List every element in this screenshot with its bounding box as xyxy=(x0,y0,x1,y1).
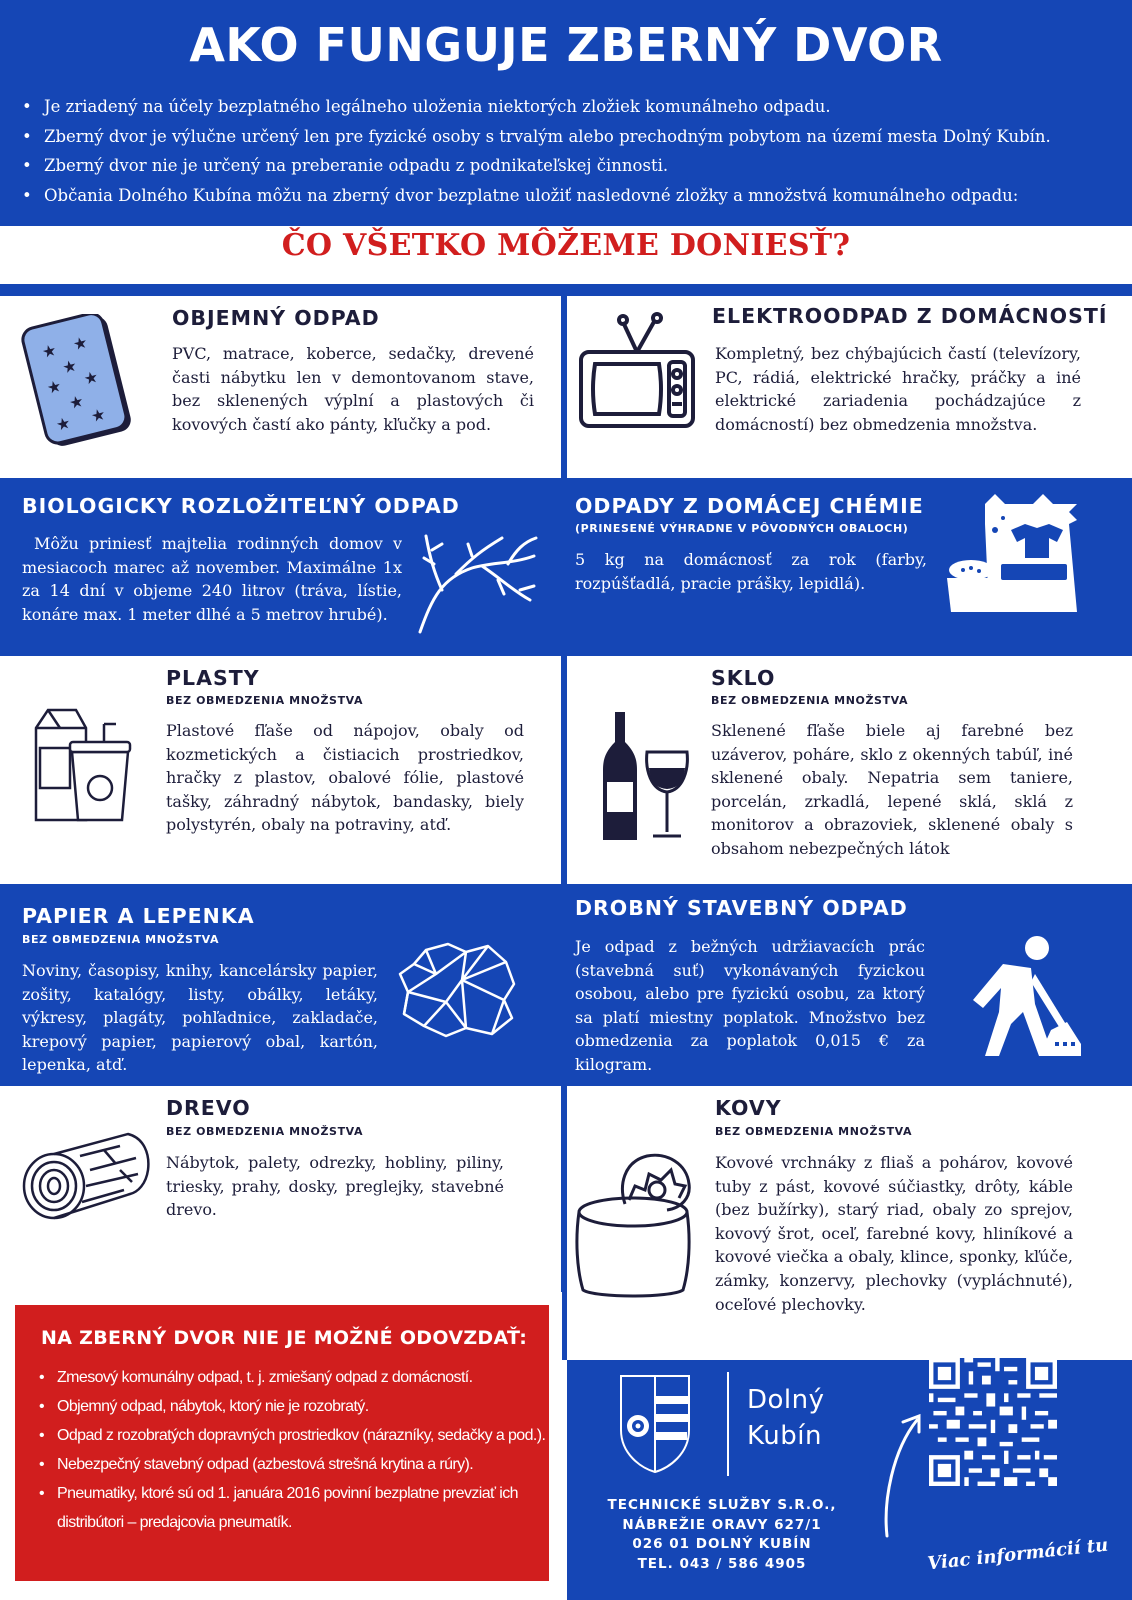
cell-subtitle: BEZ OBMEDZENIA MNOŽSTVA xyxy=(166,1125,364,1138)
svg-text:★: ★ xyxy=(60,355,79,378)
cell-text: Kovové vrchnáky z fliaš a pohárov, kovové tuby z pást, kovové súčiastky, drôty, káble (bez bužírky), starý riad, obaly zo sprejov, kovový šrot, oceľ, farebné kovy, hliníkové a kovové viečka a obaly, klince, sponky, kľúče, zámky, konzervy, plechovky (vypláchnuté), oceľové plechovky. xyxy=(715,1153,1073,1314)
footer xyxy=(567,1360,1132,1600)
cell-subtitle: BEZ OBMEDZENIA MNOŽSTVA xyxy=(166,694,364,707)
company-line: NÁBREŽIE ORAVY 627/1 xyxy=(622,1516,822,1533)
company-line: TECHNICKÉ SLUŽBY S.R.O., xyxy=(607,1497,837,1513)
cell-title: KOVY xyxy=(715,1096,782,1120)
cell-text: Môžu priniesť majtelia rodinných domov v mesiacoch marec až november. Maximálne 1x za 14 dní v objeme 240 litrov (tráva, lístie, konáre max. 1 meter dlhé a 5 metrov hrubé). xyxy=(22,534,402,624)
cell-text: PVC, matrace, koberce, sedačky, drevené časti nábytku len v demontovanom stave, bez sklenených výplní a plastových či kovových častí ako pánty, kľučky a pod. xyxy=(172,344,534,434)
cell-title: ELEKTROODPAD Z DOMÁCNOSTÍ xyxy=(712,304,1108,328)
cell-objemny-odpad xyxy=(0,296,561,478)
crumpled-paper-icon xyxy=(396,940,518,1040)
branch-icon xyxy=(412,528,542,636)
svg-text:★: ★ xyxy=(44,376,64,398)
intro-item: • Je zriadený na účely bezplatného legálneho uloženia niektorých zložiek komunálneho odpadu. xyxy=(20,92,1120,122)
svg-text:★: ★ xyxy=(81,366,101,389)
cell-papier xyxy=(0,884,561,1086)
detergent-icon xyxy=(945,494,1085,618)
forbidden-item: • Pneumatiky, ktoré sú od 1. januára 2016 povinní bezplatne prevziať ich distribútori – predajcovia pneumatík. xyxy=(39,1479,549,1537)
cell-subtitle: BEZ OBMEDZENIA MNOŽSTVA xyxy=(715,1125,913,1138)
cell-title: SKLO xyxy=(711,666,776,690)
cell-drevo xyxy=(0,1086,561,1266)
cell-title: PLASTY xyxy=(166,666,260,690)
company-line: TEL. 043 / 586 4905 xyxy=(637,1555,807,1572)
more-info-label: Viac informácií tu xyxy=(926,1534,1110,1575)
vertical-divider xyxy=(561,296,567,1360)
cell-title: DROBNÝ STAVEBNÝ ODPAD xyxy=(575,896,908,920)
cell-title: OBJEMNÝ ODPAD xyxy=(172,306,380,330)
cell-domaca-chemia xyxy=(567,478,1132,656)
divider xyxy=(0,284,1132,296)
cell-title: BIOLOGICKY ROZLOŽITEĽNÝ ODPAD xyxy=(22,494,460,518)
intro-list xyxy=(20,92,1120,210)
svg-text:★: ★ xyxy=(67,391,86,413)
forbidden-item: • Objemný odpad, nábytok, ktorý nie je rozobratý. xyxy=(39,1392,549,1421)
header xyxy=(0,0,1132,226)
qr-code-icon[interactable] xyxy=(929,1358,1057,1486)
company-address xyxy=(607,1496,837,1574)
footer-separator xyxy=(727,1372,729,1476)
forbidden-title: NA ZBERNÝ DVOR NIE JE MOŽNÉ ODOVZDAŤ: xyxy=(41,1327,528,1349)
cell-plasty xyxy=(0,656,561,884)
cell-kovy xyxy=(567,1086,1132,1334)
cell-text: 5 kg na domácnosť za rok (farby, rozpúšťadlá, pracie prášky, lepidlá). xyxy=(575,550,927,593)
svg-text:★: ★ xyxy=(71,332,90,355)
cell-text: Sklenené fľaše biele aj farebné bez uzáverov, poháre, sklo z okenných tabúľ, iné sklenené obaly. Nepatria sem taniere, porcelán, zrkadlá, lepené sklá, sklá z monitorov a obrazoviek, sklenené obaly s obsahom nebezpečných látok xyxy=(711,721,1073,858)
intro-item: • Občania Dolného Kubína môžu na zberný dvor bezplatne uložiť nasledovné zložky a množstvá komunálneho odpadu: xyxy=(20,181,1120,211)
city-line: Dolný xyxy=(747,1385,825,1415)
cell-stavebny-odpad xyxy=(567,884,1132,1086)
city-line: Kubín xyxy=(747,1421,822,1451)
forbidden-item: • Zmesový komunálny odpad, t. j. zmiešaný odpad z domácností. xyxy=(39,1363,549,1392)
cell-sklo xyxy=(567,656,1132,884)
worker-shovel-icon xyxy=(955,934,1085,1060)
log-icon xyxy=(20,1130,152,1222)
cell-bio-odpad xyxy=(0,478,561,656)
cell-subtitle: (PRINESENÉ VÝHRADNE V PÔVODNÝCH OBALOCH) xyxy=(575,522,909,535)
svg-text:★: ★ xyxy=(40,340,59,363)
tin-can-icon xyxy=(575,1150,703,1300)
city-coat-of-arms-icon xyxy=(619,1374,691,1474)
intro-item: • Zberný dvor nie je určený na preberanie odpadu z podnikateľskej činnosti. xyxy=(20,151,1120,181)
forbidden-item: • Nebezpečný stavebný odpad (azbestová strešná krytina a rúry). xyxy=(39,1450,549,1479)
cell-subtitle: BEZ OBMEDZENIA MNOŽSTVA xyxy=(711,694,909,707)
cell-elektroodpad xyxy=(567,296,1132,478)
plastic-packaging-icon xyxy=(30,708,134,824)
cell-subtitle: BEZ OBMEDZENIA MNOŽSTVA xyxy=(22,933,220,946)
cell-text: Kompletný, bez chýbajúcich častí (televízory, PC, rádiá, elektrické hračky, práčky a iné elektrické zariadenia pochádzajúce z domácností) bez obmedzenia množstva. xyxy=(715,344,1081,434)
svg-text:★: ★ xyxy=(54,412,73,435)
television-icon xyxy=(577,312,697,432)
forbidden-box xyxy=(12,1302,552,1584)
city-name xyxy=(747,1382,825,1454)
section-subtitle: ČO VŠETKO MÔŽEME DONIESŤ? xyxy=(281,228,851,263)
mattress-icon xyxy=(20,314,140,446)
cell-title: PAPIER A LEPENKA xyxy=(22,904,255,928)
cell-title: DREVO xyxy=(166,1096,251,1120)
cell-text: Je odpad z bežných udržiavacích prác (stavebná suť) vykonávaných fyzickou osobou, alebo pre fyzickú osobu, za ktorý sa platí miestny poplatok. Množstvo bez obmedzenia za poplatok 0,015 € za kilogram. xyxy=(575,937,925,1074)
cell-text: Nábytok, palety, odrezky, hobliny, piliny, triesky, prahy, dosky, preglejky, stavebné drevo. xyxy=(166,1153,504,1220)
cell-text: Noviny, časopisy, knihy, kancelársky papier, zošity, katalógy, listy, obálky, letáky, výkresy, plagáty, pohľadnice, zakladače, krepový papier, papierový obal, kartón, lepenka, atď. xyxy=(22,961,378,1075)
cell-title: ODPADY Z DOMÁCEJ CHÉMIE xyxy=(575,494,924,518)
intro-item: • Zberný dvor je výlučne určený len pre fyzické osoby s trvalým alebo prechodným pobytom na území mesta Dolný Kubín. xyxy=(20,122,1120,152)
bottle-glass-icon xyxy=(603,708,693,842)
forbidden-list xyxy=(39,1363,549,1537)
arrow-up-icon xyxy=(879,1410,927,1540)
page-title: AKO FUNGUJE ZBERNÝ DVOR xyxy=(189,18,943,72)
company-line: 026 01 DOLNÝ KUBÍN xyxy=(632,1536,812,1552)
cell-text: Plastové fľaše od nápojov, obaly od kozmetických a čistiacich prostriedkov, hračky z plastov, obalové fólie, plastové tašky, záhradný nábytok, bandasky, biely polystyrén, obaly na potraviny, atď. xyxy=(166,721,524,835)
svg-text:★: ★ xyxy=(88,404,108,427)
forbidden-item: • Odpad z rozobratých dopravných prostriedkov (nárazníky, sedačky a pod.). xyxy=(39,1421,549,1450)
